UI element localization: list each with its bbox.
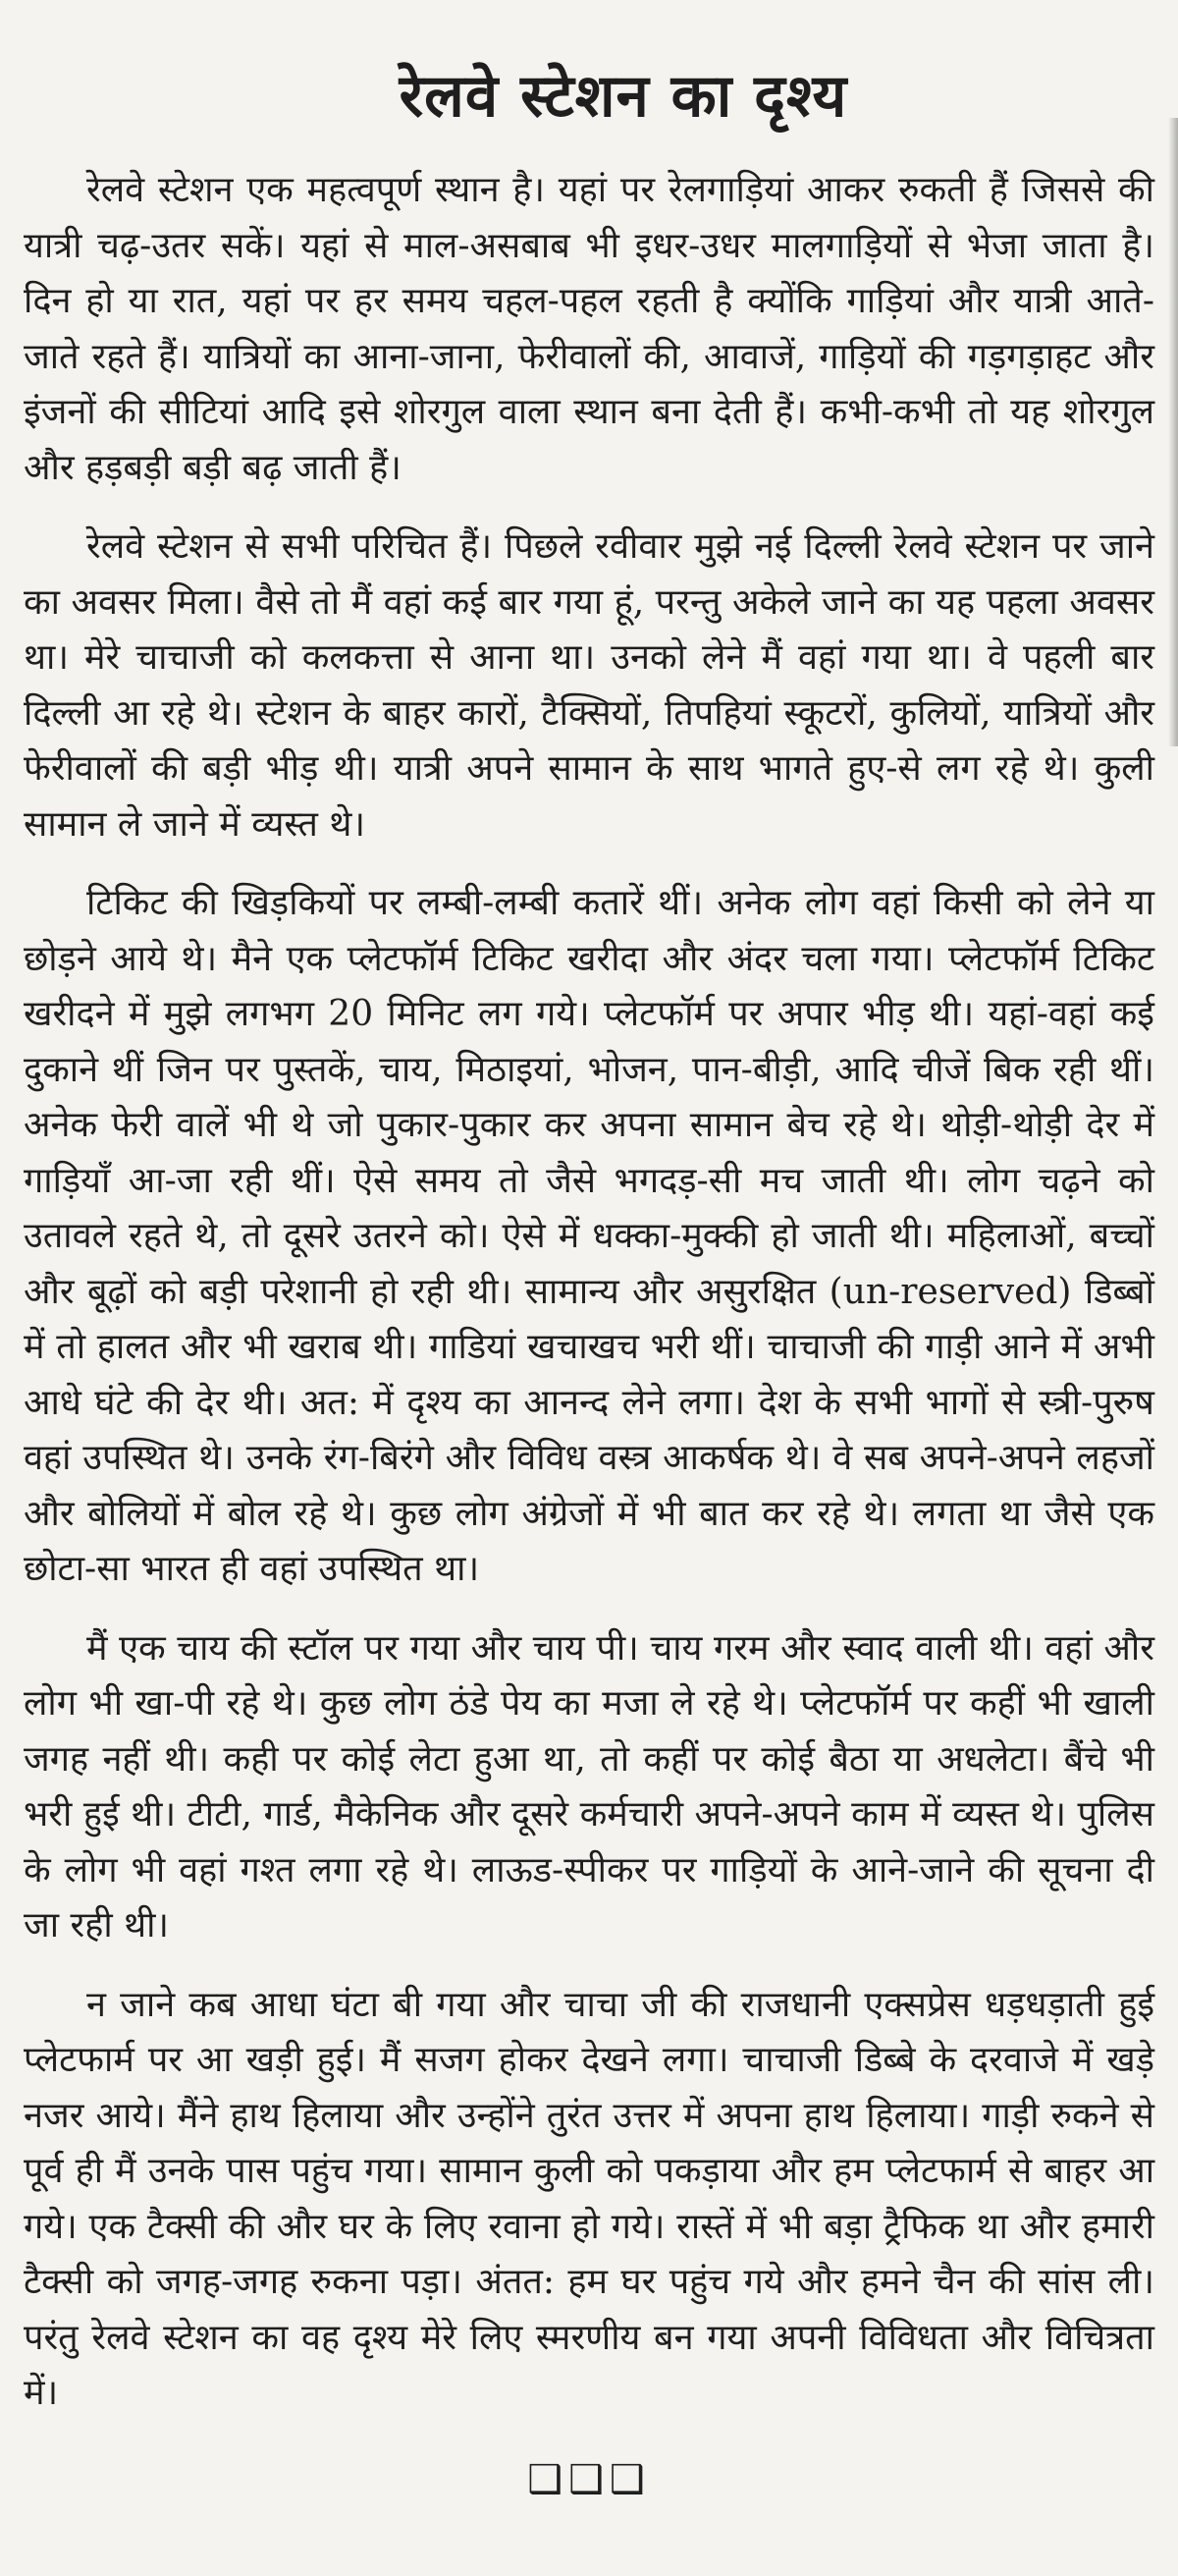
essay-title: रेलवे स्टेशन का दृश्य <box>399 62 848 131</box>
paragraph-platform: टिकिट की खिड़कियों पर लम्बी-लम्बी कतारें थीं। अनेक लोग वहां किसी को लेने या छोड़ने आये थे। मैने एक प्लेटफॉर्म टिकिट खरीदा और अंदर चला गया। प्लेटफॉर्म टिकिट खरीदने में मुझे लगभग 20 मिनिट लग गये। प्लेटफॉर्म पर अपार भीड़ थी। यहां-वहां कई दुकाने थीं जिन पर पुस्तकें, चाय, मिठाइयां, भोजन, पान-बीड़ी, आदि चीजें बिक रही थीं। अनेक फेरी वालें भी थे जो पुकार-पुकार कर अपना सामान बेच रहे थे। थोड़ी-थोड़ी देर में गाड़ियाँ आ-जा रही थीं। ऐसे समय तो जैसे भगदड़-सी मच जाती थी। लोग चढ़ने को उतावले रहते थे, तो दूसरे उतरने को। ऐसे में धक्का-मुक्की हो जाती थी। महिलाओं, बच्चों और बूढ़ों को बड़ी परेशानी हो रही थी। सामान्य और असुरक्षित (un-reserved) डिब्बों में तो हालत और भी खराब थी। गाडियां खचाखच भरी थीं। चाचाजी की गाड़ी आने में अभी आधे घंटे की देर थी। अत: में दृश्य का आनन्द लेने लगा। देश के सभी भागों से स्त्री-पुरुष वहां उपस्थित थे। उनके रंग-बिरंगे और विविध वस्त्र आकर्षक थे। वे सब अपने-अपने लहजों और बोलियों में बोल रहे थे। कुछ लोग अंग्रेजों में भी बात कर रहे थे। लगता था जैसे एक छोटा-सा भारत ही वहां उपस्थित था। <box>24 883 1154 1589</box>
paragraph-train-arrives: न जाने कब आधा घंटा बी गया और चाचा जी की राजधानी एक्सप्रेस धड़धड़ाती हुई प्लेटफार्म पर आ खड़ी हुई। मैं सजग होकर देखने लगा। चाचाजी डिब्बे के दरवाजे में खड़े नजर आये। मैंने हाथ हिलाया और उन्होंने तुरंत उत्तर में अपना हाथ हिलाया। गाड़ी रुकने से पूर्व ही मैं उनके पास पहुंच गया। सामान कुली को पकड़ाया और हम प्लेटफार्म से बाहर आ गये। एक टैक्सी की और घर के लिए रवाना हो गये। रास्तें में भी बड़ा ट्रैफिक था और हमारी टैक्सी को जगह-जगह रुकना पड़ा। अंतत: हम घर पहुंच गये और हमने चैन की सांस ली। परंतु रेलवे स्टेशन का वह दृश्य मेरे लिए स्मरणीय बन गया अपनी विविधता और विचित्रता में। <box>24 1984 1154 2413</box>
page-edge-shadow <box>1168 118 1178 746</box>
paragraph-intro: रेलवे स्टेशन एक महत्वपूर्ण स्थान है। यहां पर रेलगाड़ियां आकर रुकती हैं जिससे की यात्री चढ़-उतर सकें। यहां से माल-असबाब भी इधर-उधर मालगाड़ियों से भेजा जाता है। दिन हो या रात, यहां पर हर समय चहल-पहल रहती है क्योंकि गाड़ियां और यात्री आते-जाते रहते हैं। यात्रियों का आना-जाना, फेरीवालों की, आवाजें, गाड़ियों की गड़गड़ाहट और इंजनों की सीटियां आदि इसे शोरगुल वाला स्थान बना देती हैं। कभी-कभी तो यह शोरगुल और हड़बड़ी बड़ी बढ़ जाती हैं। <box>24 170 1154 488</box>
end-of-text-marker: ❑❑❑ <box>527 2457 651 2502</box>
paragraph-tea-stall: मैं एक चाय की स्टॉल पर गया और चाय पी। चाय गरम और स्वाद वाली थी। वहां और लोग भी खा-पी रहे थे। कुछ लोग ठंडे पेय का मजा ले रहे थे। प्लेटफॉर्म पर कहीं भी खाली जगह नहीं थी। कही पर कोई लेटा हुआ था, तो कहीं पर कोई बैठा या अधलेटा। बैंचे भी भरी हुई थी। टीटी, गार्ड, मैकेनिक और दूसरे कर्मचारी अपने-अपने काम में व्यस्त थे। पुलिस के लोग भी वहां गश्त लगा रहे थे। लाऊड-स्पीकर पर गाड़ियों के आने-जाने की सूचना दी जा रही थी। <box>24 1627 1154 1946</box>
paragraph-arrival: रेलवे स्टेशन से सभी परिचित हैं। पिछले रवीवार मुझे नई दिल्ली रेलवे स्टेशन पर जाने का अवसर मिला। वैसे तो मैं वहां कई बार गया हूं, परन्तु अकेले जाने का यह पहला अवसर था। मेरे चाचाजी को कलकत्ता से आना था। उनको लेने मैं वहां गया था। वे पहली बार दिल्ली आ रहे थे। स्टेशन के बाहर कारों, टैक्सियों, तिपहियां स्कूटरों, कुलियों, यात्रियों और फेरीवालों की बड़ी भीड़ थी। यात्री अपने सामान के साथ भागते हुए-से लग रहे थे। कुली सामान ले जाने में व्यस्त थे। <box>24 526 1154 845</box>
